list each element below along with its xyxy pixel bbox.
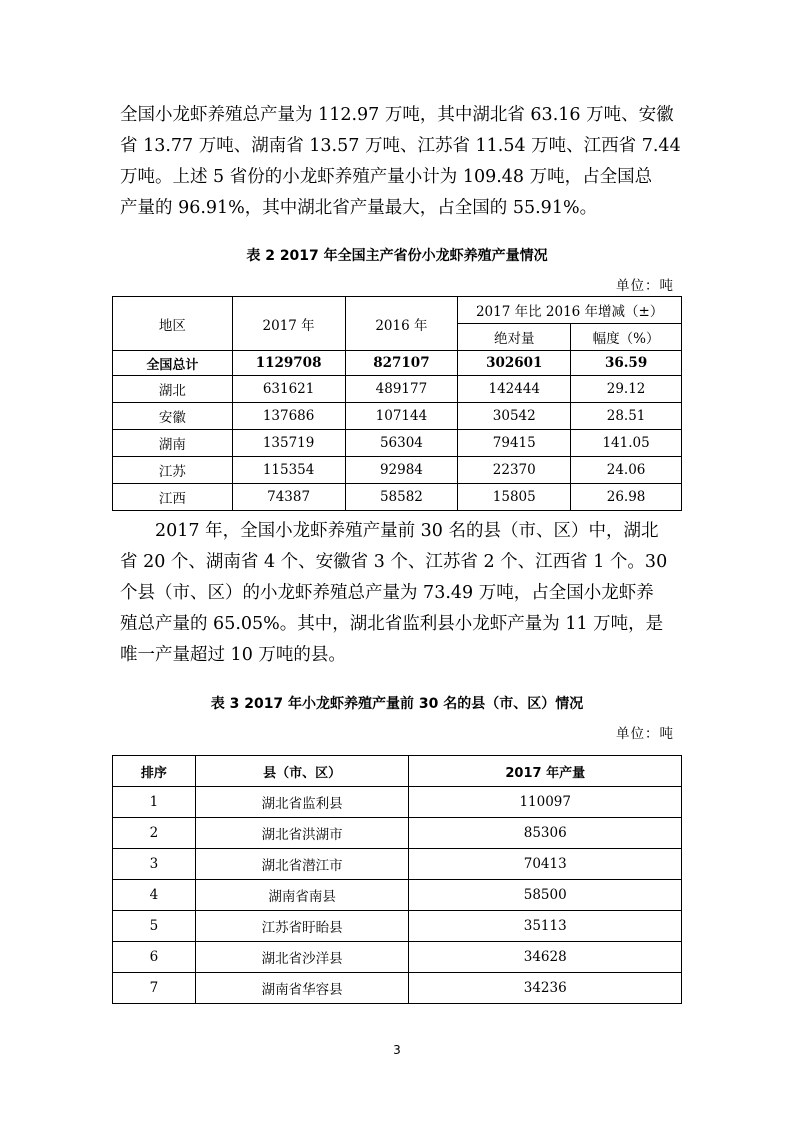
cell-absolute: 30542 bbox=[458, 403, 571, 430]
cell-2016: 58582 bbox=[345, 484, 458, 511]
cell-rank: 5 bbox=[113, 911, 196, 942]
table2-caption: 表 2 2017 年全国主产省份小龙虾养殖产量情况 bbox=[246, 248, 548, 264]
cell-county: 湖北省沙洋县 bbox=[195, 942, 409, 973]
cell-county: 江苏省盱眙县 bbox=[195, 911, 409, 942]
table-row bbox=[113, 973, 682, 1004]
table-row bbox=[113, 942, 682, 973]
header-output: 2017 年产量 bbox=[409, 756, 682, 787]
cell-2017: 137686 bbox=[232, 403, 345, 430]
header-county: 县（市、区） bbox=[195, 756, 409, 787]
cell-2016: 92984 bbox=[345, 457, 458, 484]
table-row bbox=[113, 849, 682, 880]
text-line: 2017 年，全国小龙虾养殖产量前 30 名的县（市、区）中，湖北 bbox=[120, 521, 659, 541]
cell-absolute: 15805 bbox=[458, 484, 571, 511]
cell-rank: 4 bbox=[113, 880, 196, 911]
paragraph-2 bbox=[120, 516, 676, 671]
cell-2017: 135719 bbox=[232, 430, 345, 457]
cell-rank: 1 bbox=[113, 787, 196, 818]
cell-2017: 631621 bbox=[232, 376, 345, 403]
cell-absolute: 79415 bbox=[458, 430, 571, 457]
table-row bbox=[113, 403, 682, 430]
cell-county: 湖北省监利县 bbox=[195, 787, 409, 818]
cell-county: 湖北省潜江市 bbox=[195, 849, 409, 880]
cell-2016: 107144 bbox=[345, 403, 458, 430]
cell-output: 34628 bbox=[409, 942, 682, 973]
cell-2016: 56304 bbox=[345, 430, 458, 457]
cell-2017: 1129708 bbox=[232, 351, 345, 376]
table-row bbox=[113, 880, 682, 911]
header-change: 2017 年比 2016 年增减（±） bbox=[458, 297, 682, 324]
table3 bbox=[112, 755, 682, 1004]
cell-2016: 489177 bbox=[345, 376, 458, 403]
table3-unit: 单位：吨 bbox=[616, 726, 674, 742]
cell-county: 湖南省南县 bbox=[195, 880, 409, 911]
table-row bbox=[113, 430, 682, 457]
table-row bbox=[113, 376, 682, 403]
header-absolute: 绝对量 bbox=[458, 324, 571, 351]
table-row bbox=[113, 787, 682, 818]
cell-absolute: 142444 bbox=[458, 376, 571, 403]
cell-absolute: 302601 bbox=[458, 351, 571, 376]
table-row bbox=[113, 484, 682, 511]
cell-region: 安徽 bbox=[113, 403, 233, 430]
header-2017: 2017 年 bbox=[232, 297, 345, 351]
table-row bbox=[113, 457, 682, 484]
text-line: 个县（市、区）的小龙虾养殖总产量为 73.49 万吨，占全国小龙虾养 bbox=[120, 583, 654, 603]
cell-2017: 74387 bbox=[232, 484, 345, 511]
table-row bbox=[113, 818, 682, 849]
cell-output: 35113 bbox=[409, 911, 682, 942]
cell-percent: 141.05 bbox=[571, 430, 682, 457]
table2-unit: 单位：吨 bbox=[616, 278, 674, 294]
cell-rank: 7 bbox=[113, 973, 196, 1004]
text-line: 省 13.77 万吨、湖南省 13.57 万吨、江苏省 11.54 万吨、江西省 7.44 bbox=[120, 136, 681, 156]
table3-caption: 表 3 2017 年小龙虾养殖产量前 30 名的县（市、区）情况 bbox=[210, 696, 584, 712]
cell-output: 85306 bbox=[409, 818, 682, 849]
cell-output: 70413 bbox=[409, 849, 682, 880]
cell-region: 江苏 bbox=[113, 457, 233, 484]
cell-rank: 6 bbox=[113, 942, 196, 973]
cell-percent: 28.51 bbox=[571, 403, 682, 430]
cell-output: 110097 bbox=[409, 787, 682, 818]
table-row bbox=[113, 911, 682, 942]
text-line: 省 20 个、湖南省 4 个、安徽省 3 个、江苏省 2 个、江西省 1 个。30 bbox=[120, 552, 668, 572]
cell-percent: 36.59 bbox=[571, 351, 682, 376]
page-number: 3 bbox=[393, 1043, 401, 1057]
cell-output: 34236 bbox=[409, 973, 682, 1004]
cell-rank: 2 bbox=[113, 818, 196, 849]
text-line: 全国小龙虾养殖总产量为 112.97 万吨，其中湖北省 63.16 万吨、安徽 bbox=[120, 105, 674, 125]
text-line: 产量的 96.91%，其中湖北省产量最大，占全国的 55.91%。 bbox=[120, 198, 598, 218]
text-line: 唯一产量超过 10 万吨的县。 bbox=[120, 645, 346, 665]
text-line: 万吨。上述 5 省份的小龙虾养殖产量小计为 109.48 万吨，占全国总 bbox=[120, 167, 653, 187]
cell-output: 58500 bbox=[409, 880, 682, 911]
table-row-total bbox=[113, 351, 682, 376]
cell-2017: 115354 bbox=[232, 457, 345, 484]
header-region: 地区 bbox=[113, 297, 233, 351]
cell-percent: 24.06 bbox=[571, 457, 682, 484]
header-rank: 排序 bbox=[113, 756, 196, 787]
cell-percent: 26.98 bbox=[571, 484, 682, 511]
header-2016: 2016 年 bbox=[345, 297, 458, 351]
cell-county: 湖南省华容县 bbox=[195, 973, 409, 1004]
cell-2016: 827107 bbox=[345, 351, 458, 376]
cell-region: 全国总计 bbox=[113, 351, 233, 376]
cell-county: 湖北省洪湖市 bbox=[195, 818, 409, 849]
cell-region: 江西 bbox=[113, 484, 233, 511]
cell-absolute: 22370 bbox=[458, 457, 571, 484]
paragraph-1 bbox=[120, 100, 681, 224]
header-percent: 幅度（%） bbox=[571, 324, 682, 351]
table2 bbox=[112, 296, 682, 511]
cell-region: 湖南 bbox=[113, 430, 233, 457]
cell-rank: 3 bbox=[113, 849, 196, 880]
text-line: 殖总产量的 65.05%。其中，湖北省监利县小龙虾产量为 11 万吨，是 bbox=[120, 614, 664, 634]
cell-percent: 29.12 bbox=[571, 376, 682, 403]
cell-region: 湖北 bbox=[113, 376, 233, 403]
